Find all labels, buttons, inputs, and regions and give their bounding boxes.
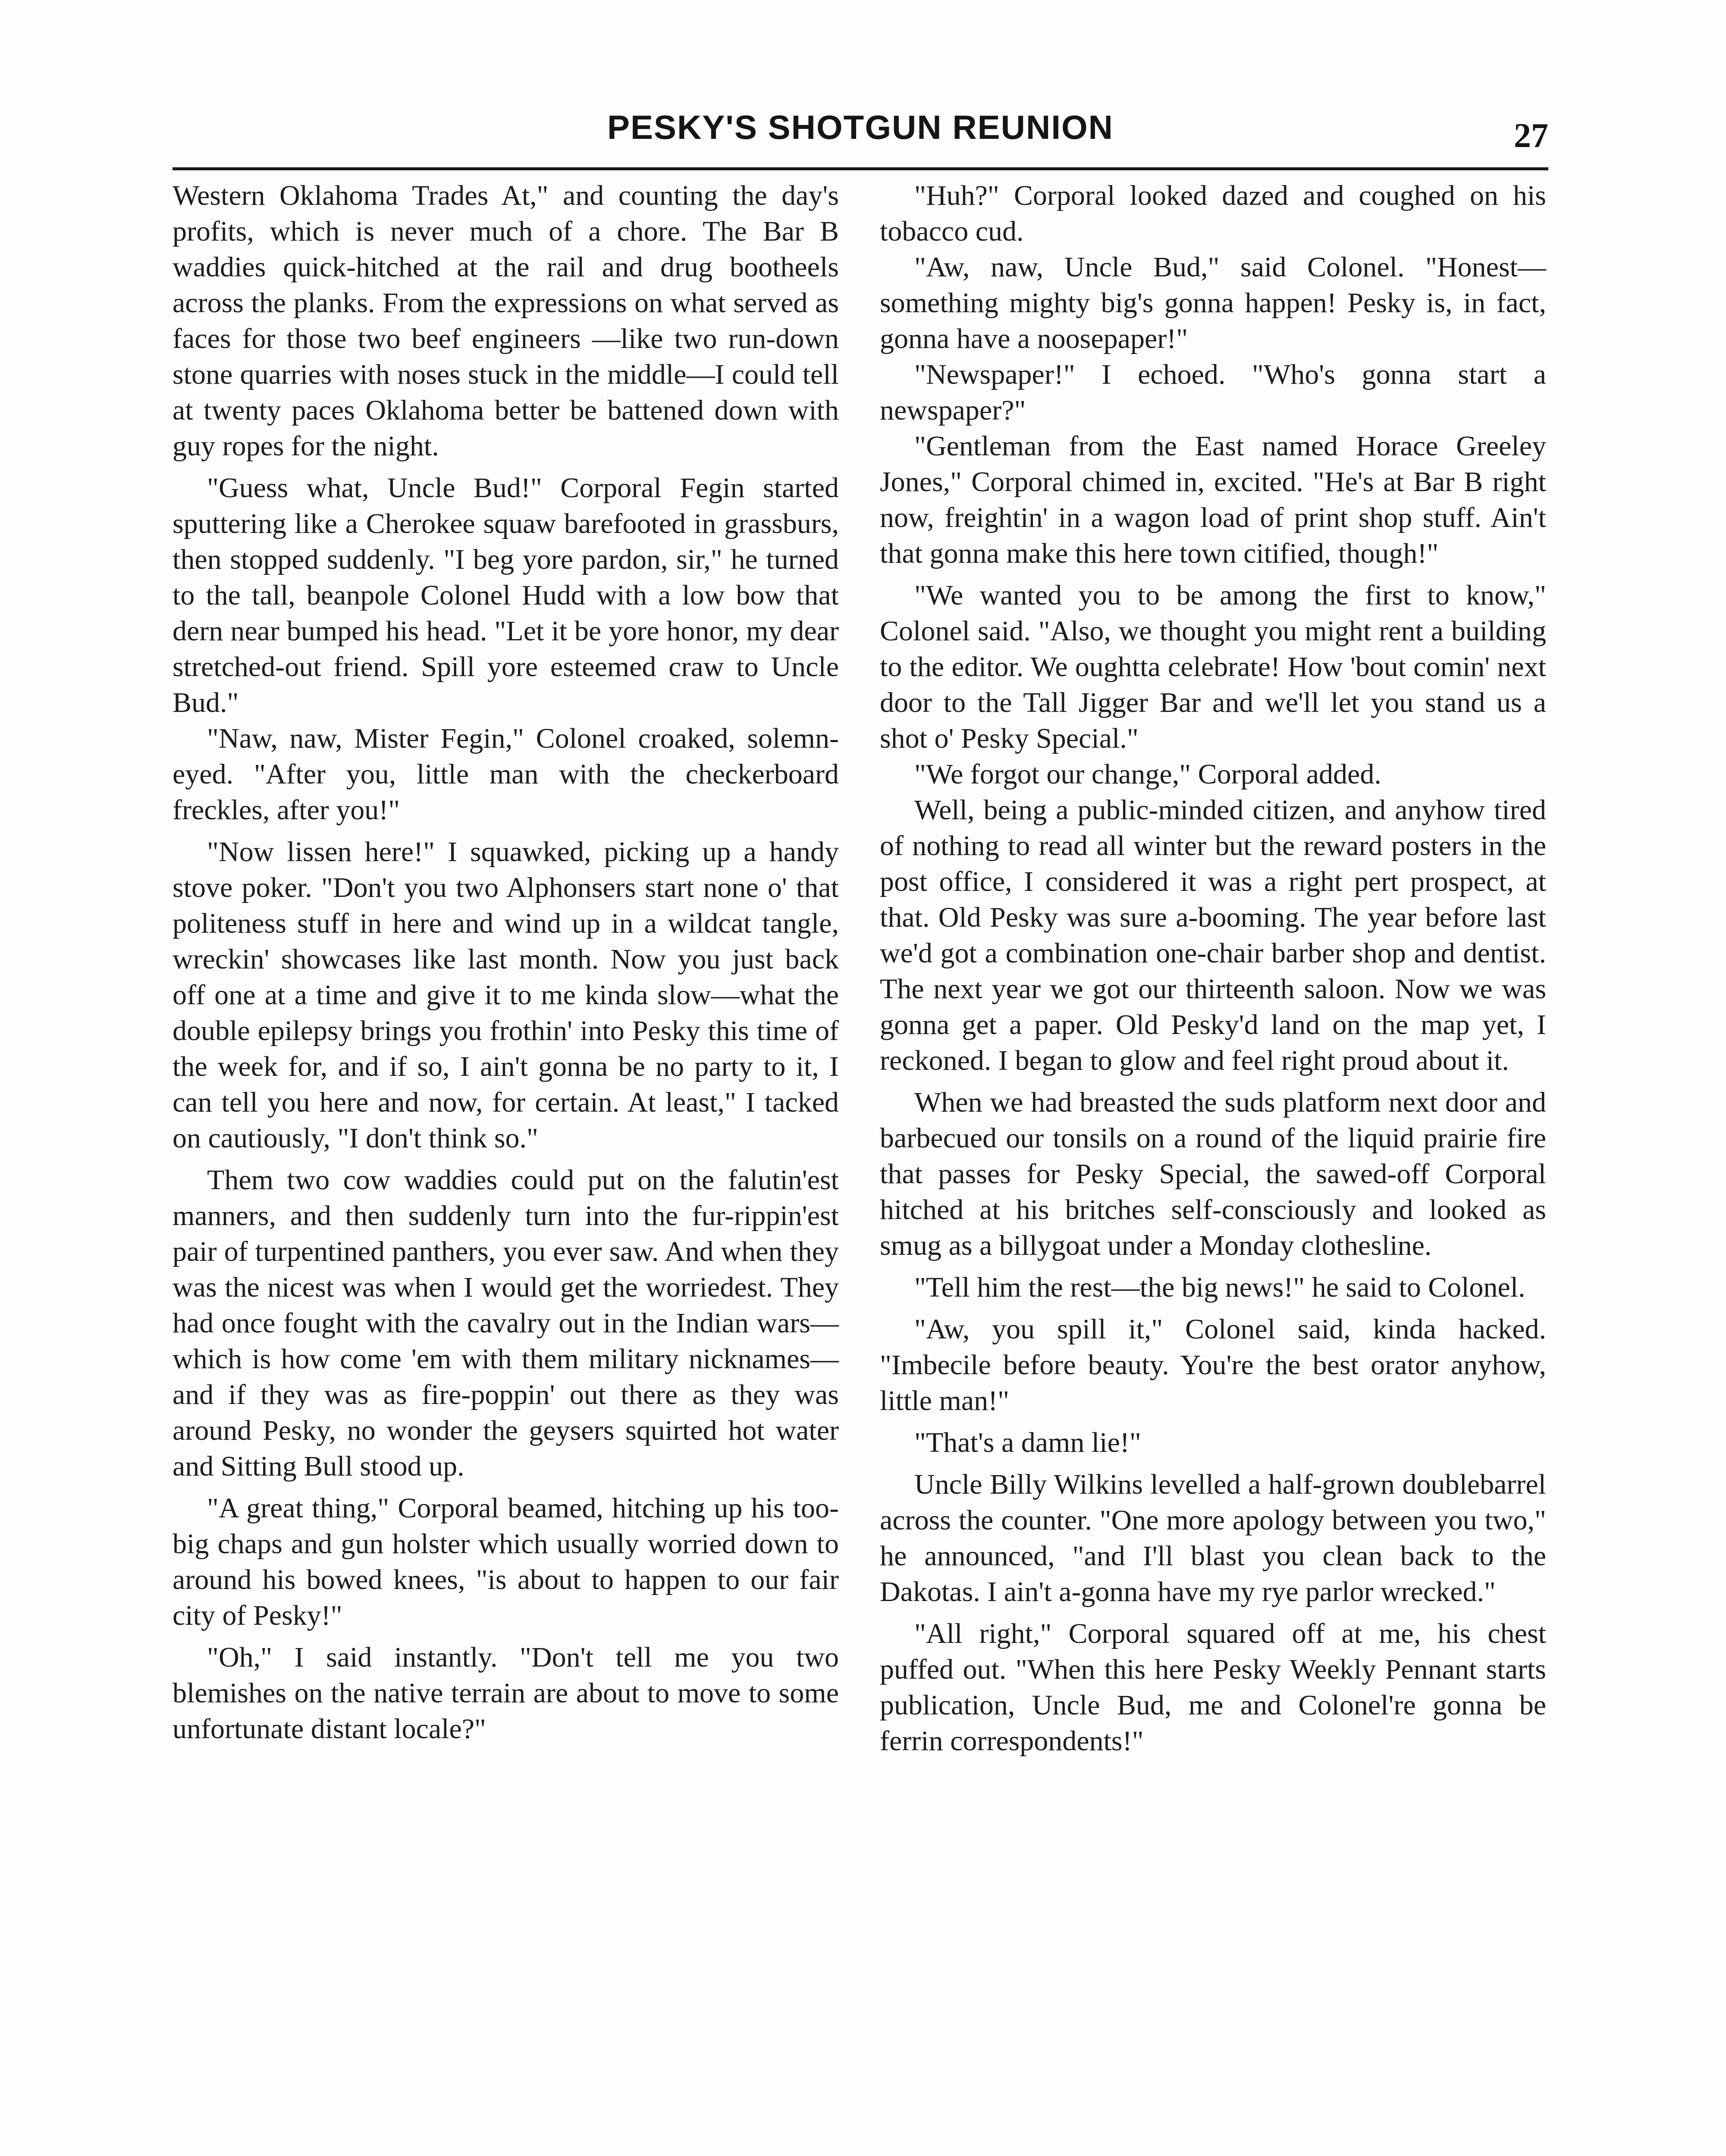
paragraph: "Aw, naw, Uncle Bud," said Colonel. "Honest—something mighty big's gonna happen! Pesky is, in fact, gonna have a noosepaper!" xyxy=(880,251,1546,354)
column-gutter xyxy=(856,178,857,2156)
paragraph: "Aw, you spill it," Colonel said, kinda hacked. "Imbecile before beauty. You're the best orator anyhow, little man!" xyxy=(880,1313,1546,1416)
paragraph: "A great thing," Corporal beamed, hitching up his too-big chaps and gun holster which usually worried down to around his bowed knees, "is about to happen to our fair city of Pesky!" xyxy=(173,1492,839,1631)
paragraph: "All right," Corporal squared off at me, his chest puffed out. "When this here Pesky Weekly Pennant starts publication, Uncle Bud, me and Colonel're gonna be ferrin correspondents!" xyxy=(880,1618,1546,1757)
right-column xyxy=(880,178,1546,1759)
paragraph: "Guess what, Uncle Bud!" Corporal Fegin started sputtering like a Cherokee squaw barefooted in grassburs, then stopped suddenly. "I beg yore pardon, sir," he turned to the tall, beanpole Colonel Hudd with a low bow that dern near bumped his head. "Let it be yore honor, my dear stretched-out friend. Spill yore esteemed craw to Uncle Bud." xyxy=(173,472,839,718)
paragraph: Them two cow waddies could put on the falutin'est manners, and then suddenly turn into the fur-rippin'est pair of turpentined panthers, you ever saw. And when they was the nicest was when I would get the worriedest. They had once fought with the cavalry out in the Indian wars—which is how come 'em with them military nicknames—and if they was as fire-poppin' out there as they was around Pesky, no wonder the geysers squirted hot water and Sitting Bull stood up. xyxy=(173,1164,839,1482)
header-rule xyxy=(173,167,1548,170)
paragraph: "That's a damn lie!" xyxy=(914,1427,1141,1458)
paragraph: "Newspaper!" I echoed. "Who's gonna start a newspaper?" xyxy=(880,359,1546,426)
paragraph: "Oh," I said instantly. "Don't tell me you two blemishes on the native terrain are about to move to some unfortunate distant locale?" xyxy=(173,1642,839,1745)
paragraph: When we had breasted the suds platform next door and barbecued our tonsils on a round of the liquid prairie fire that passes for Pesky Special, the sawed-off Corporal hitched at his britches self-consciously and looked as smug as a billygoat under a Monday clothesline. xyxy=(880,1087,1546,1261)
paragraph: "Gentleman from the East named Horace Greeley Jones," Corporal chimed in, excited. "He's at Bar B right now, freightin' in a wagon load of print shop stuff. Ain't that gonna make this here town citified, though!" xyxy=(880,430,1546,569)
paragraph: "We forgot our change," Corporal added. xyxy=(914,758,1381,790)
left-column xyxy=(173,178,839,1747)
paragraph: Uncle Billy Wilkins levelled a half-grown doublebarrel across the counter. "One more apology between you two," he announced, "and I'll blast you clean back to the Dakotas. I ain't a-gonna have my rye parlor wrecked." xyxy=(880,1469,1546,1608)
paragraph: "Now lissen here!" I squawked, picking up a handy stove poker. "Don't you two Alphonsers start none o' that politeness stuff in here and wind up in a wildcat tangle, wreckin' showcases like last month. Now you just back off one at a time and give it to me kinda slow—what the double epilepsy brings you frothin' into Pesky this time of the week for, and if so, I ain't gonna be no party to it, I can tell you here and now, for certain. At least," I tacked on cautiously, "I don't think so." xyxy=(173,836,839,1154)
paragraph: Well, being a public-minded citizen, and anyhow tired of nothing to read all winter but the reward posters in the post office, I considered it was a right pert prospect, at that. Old Pesky was sure a-booming. The year before last we'd got a combination one-chair barber shop and dentist. The next year we got our thirteenth saloon. Now we was gonna get a paper. Old Pesky'd land on the map yet, I reckoned. I began to glow and feel right proud about it. xyxy=(880,794,1546,1076)
paragraph: "Naw, naw, Mister Fegin," Colonel croaked, solemn-eyed. "After you, little man with the checkerboard freckles, after you!" xyxy=(173,723,839,826)
paragraph: "Tell him the rest—the big news!" he said to Colonel. xyxy=(914,1272,1525,1303)
paragraph: "We wanted you to be among the first to know," Colonel said. "Also, we thought you might rent a building to the editor. We oughtta celebrate! How 'bout comin' next door to the Tall Jigger Bar and we'll let you stand us a shot o' Pesky Special." xyxy=(880,580,1546,754)
page-header xyxy=(173,108,1548,160)
paragraph: "Huh?" Corporal looked dazed and coughed on his tobacco cud. xyxy=(880,180,1546,247)
running-title: PESKY'S SHOTGUN REUNION xyxy=(607,108,1114,146)
page-number: 27 xyxy=(1514,117,1548,155)
paragraph: Western Oklahoma Trades At," and counting the day's profits, which is never much of a chore. The Bar B waddies quick-hitched at the rail and drug bootheels across the planks. From the expressions on what served as faces for those two beef engineers —like two run-down stone quarries with noses stuck in the middle—I could tell at twenty paces Oklahoma better be battened down with guy ropes for the night. xyxy=(173,180,839,462)
